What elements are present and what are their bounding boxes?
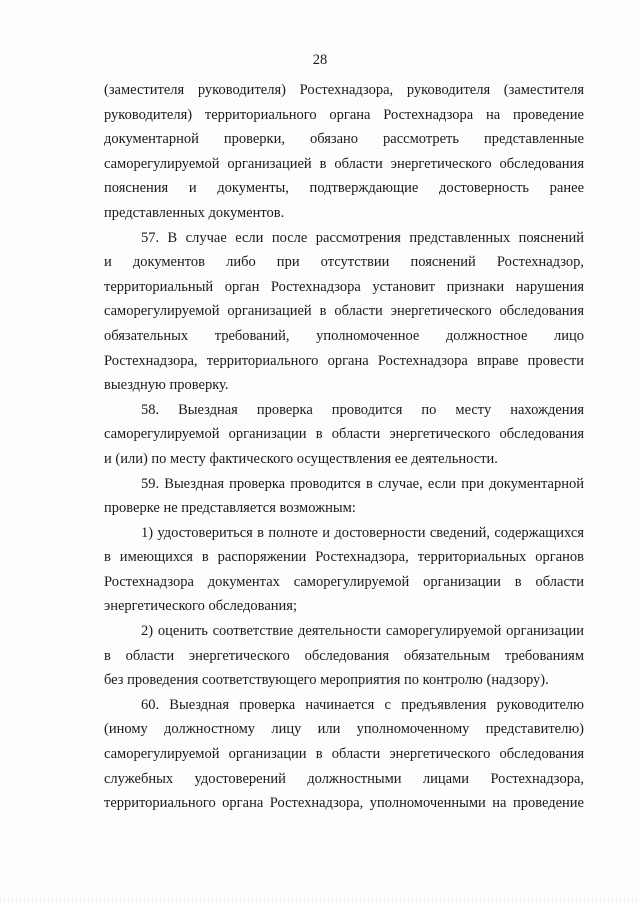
text-line: Ростехнадзора документах саморегулируемой организации в области — [104, 573, 584, 590]
paragraph-59 — [104, 472, 584, 521]
text-line: саморегулируемой организацией в области энергетического обследования — [104, 155, 584, 172]
text-line: саморегулируемой организацией в области энергетического обследования — [104, 303, 584, 320]
text-line: 57. В случае если после рассмотрения представленных пояснений — [141, 229, 584, 246]
text-line: и документов либо при отсутствии пояснений Ростехнадзор, — [104, 254, 584, 271]
scan-artifact — [0, 897, 640, 903]
text-line: руководителя) территориального органа Ростехнадзора на проведение — [104, 106, 584, 123]
text-line: в области энергетического обследования обязательным требованиям — [104, 647, 584, 664]
text-line: обязательных требований, уполномоченное должностное лицо — [104, 327, 584, 344]
text-line: и (или) по месту фактического осуществления ее деятельности. — [104, 450, 498, 467]
paragraph-58 — [104, 398, 584, 472]
text-line: выездную проверку. — [104, 377, 229, 394]
text-line: документарной проверки, обязано рассмотреть представленные — [104, 131, 584, 148]
text-line: 60. Выездная проверка начинается с предъявления руководителю — [141, 696, 584, 713]
paragraph-59-item-1 — [104, 521, 584, 619]
page-number: 28 — [312, 52, 328, 68]
document-body — [104, 78, 584, 816]
paragraph-continuation — [104, 78, 584, 226]
text-line: территориального органа Ростехнадзора, уполномоченными на проведение — [104, 795, 584, 812]
text-line: саморегулируемой организации в области энергетического обследования — [104, 426, 584, 443]
text-line: служебных удостоверений должностными лицами Ростехнадзора, — [104, 770, 584, 787]
paragraph-59-item-2 — [104, 619, 584, 693]
text-line: территориальный орган Ростехнадзора установит признаки нарушения — [104, 278, 584, 295]
text-line: 1) удостовериться в полноте и достоверности сведений, содержащихся — [141, 524, 584, 541]
text-line: проверке не представляется возможным: — [104, 500, 356, 517]
text-line: в имеющихся в распоряжении Ростехнадзора, территориальных органов — [104, 549, 584, 566]
text-line: 59. Выездная проверка проводится в случае, если при документарной — [141, 475, 584, 492]
text-line: 2) оценить соответствие деятельности саморегулируемой организации — [141, 623, 584, 640]
text-line: (заместителя руководителя) Ростехнадзора, руководителя (заместителя — [104, 82, 584, 98]
text-line: без проведения соответствующего мероприятия по контролю (надзору). — [104, 672, 549, 689]
text-line: представленных документов. — [104, 204, 285, 221]
paragraph-60 — [104, 693, 584, 816]
text-line: энергетического обследования; — [104, 598, 297, 615]
text-line: саморегулируемой организации в области энергетического обследования — [104, 746, 584, 763]
text-line: 58. Выездная проверка проводится по месту нахождения — [141, 401, 584, 418]
text-line: (иному должностному лицу или уполномоченному представителю) — [104, 721, 584, 738]
paragraph-57 — [104, 226, 584, 398]
text-line: пояснения и документы, подтверждающие достоверность ранее — [104, 180, 584, 197]
text-line: Ростехнадзора, территориального органа Ростехнадзора вправе провести — [104, 352, 584, 369]
